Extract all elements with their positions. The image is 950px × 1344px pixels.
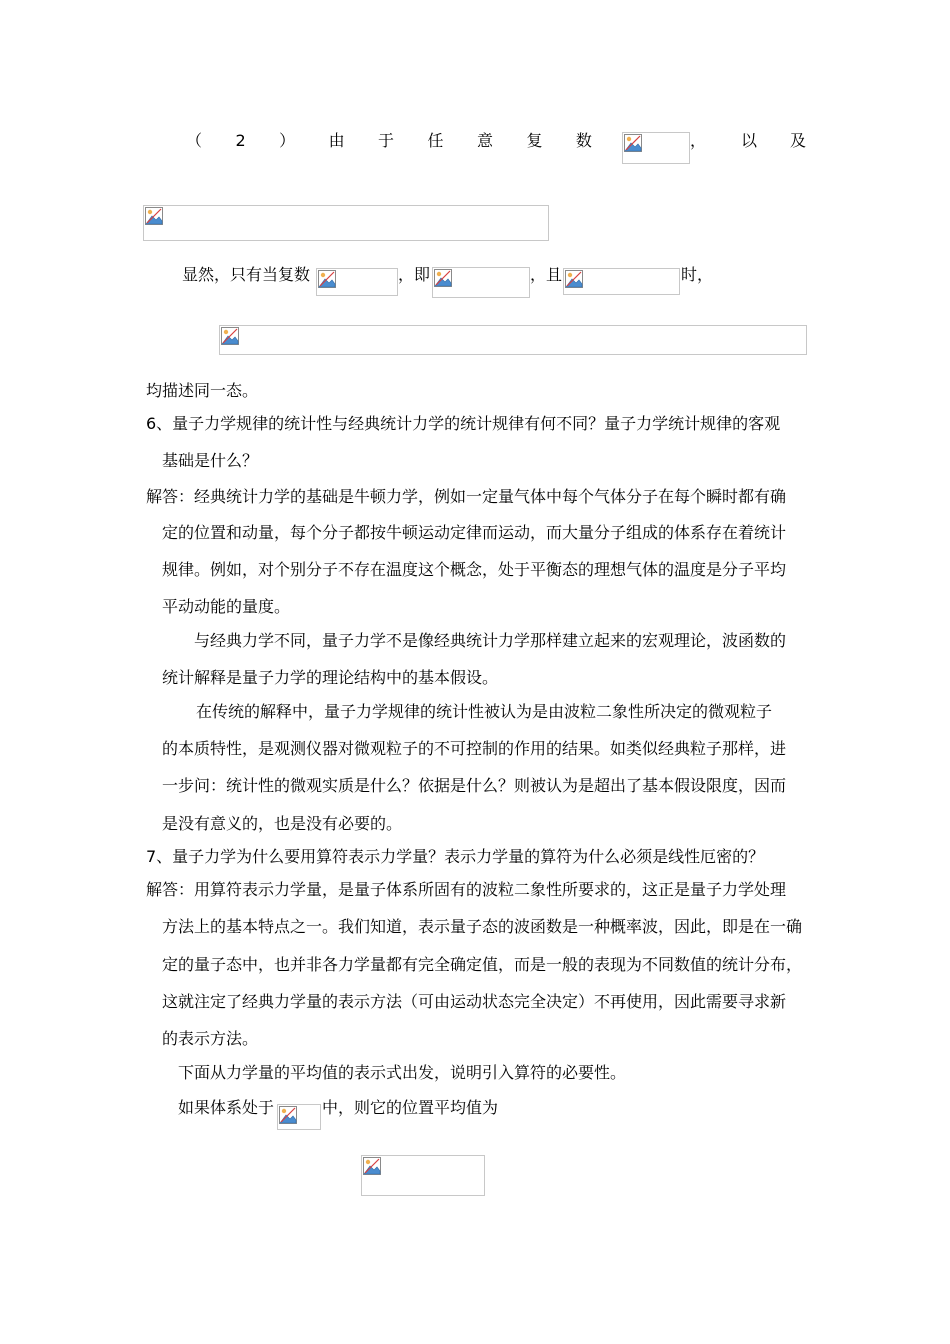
q7-para3-text-a: 如果体系处于 [178, 1098, 275, 1117]
q6-para2-line-2: 统计解释是量子力学的理论结构中的基本假设。 [162, 668, 499, 687]
char: 意 [476, 131, 493, 150]
q7-answer-line-3: 定的量子态中，也并非各力学量都有完全确定值，而是一般的表现为不同数值的统计分布， [162, 955, 803, 974]
char: （ [186, 131, 203, 150]
q7-answer-line-1: 解答：用算符表示力学量，是量子体系所固有的波粒二象性所要求的，这正是量子力学处理 [146, 880, 787, 899]
q7-question: 7、量子力学为什么要用算符表示力学量？表示力学量的算符为什么必须是线性厄密的？ [146, 847, 765, 866]
q7-para3-text-b: 中，则它的位置平均值为 [322, 1098, 499, 1117]
q6-answer-line-1: 解答：经典统计力学的基础是牛顿力学，例如一定量气体中每个气体分子在每个瞬时都有确 [146, 487, 787, 506]
formula-image-complex-number [622, 132, 690, 164]
q5-continued-line-left [186, 131, 592, 151]
q6-question-line-2: 基础是什么？ [162, 451, 259, 470]
text-ji: 及 [790, 131, 807, 150]
formula-image-condition-2 [432, 267, 530, 298]
q6-para2-line-1: 与经典力学不同，量子力学不是像经典统计力学那样建立起来的宏观理论，波函数的 [194, 631, 787, 650]
q7-answer-line-2: 方法上的基本特点之一。我们知道，表示量子态的波函数是一种概率波，因此，即是在一确 [162, 917, 803, 936]
q6-para3-line-1: 在传统的解释中，量子力学规律的统计性被认为是由波粒二象性所决定的微观粒子 [196, 702, 773, 721]
char: 任 [427, 131, 444, 150]
broken-image-icon [221, 327, 239, 345]
q7-para2: 下面从力学量的平均值的表示式出发，说明引入算符的必要性。 [178, 1063, 627, 1082]
broken-image-icon [565, 270, 583, 288]
broken-image-icon [434, 269, 452, 287]
char: 复 [526, 131, 543, 150]
formula-image-condition-3 [563, 268, 680, 295]
char: 2 [235, 131, 246, 150]
condition-text-2: ，即 [398, 265, 431, 284]
formula-image-condition-1 [316, 268, 398, 296]
condition-text-3: ，且 [530, 265, 563, 284]
q6-para3-line-2: 的本质特性，是观测仪器对微观粒子的不可控制的作用的结果。如类似经典粒子那样，进 [162, 739, 787, 758]
char: 数 [575, 131, 592, 150]
q6-para3-line-3: 一步问：统计性的微观实质是什么？依据是什么？则被认为是超出了基本假设限度，因而 [162, 776, 787, 795]
broken-image-icon [363, 1157, 381, 1175]
formula-image-expression [143, 205, 549, 241]
condition-text-4: 时， [681, 265, 714, 284]
formula-image-wavefunction [219, 325, 807, 355]
q6-answer-line-3: 规律。例如，对个别分子不存在温度这个概念，处于平衡态的理想气体的温度是分子平均 [162, 560, 787, 579]
formula-image-state [277, 1104, 321, 1130]
same-state-text: 均描述同一态。 [146, 381, 259, 400]
q6-question-line-1: 6、量子力学规律的统计性与经典统计力学的统计规律有何不同？量子力学统计规律的客观 [146, 414, 781, 433]
formula-image-position-average [361, 1155, 485, 1196]
q7-answer-line-5: 的表示方法。 [162, 1029, 259, 1048]
char: 由 [328, 131, 345, 150]
condition-text-1: 显然，只有当复数 [182, 265, 311, 284]
broken-image-icon [624, 134, 642, 152]
q6-answer-line-2: 定的位置和动量，每个分子都按牛顿运动定律而运动，而大量分子组成的体系存在着统计 [162, 523, 787, 542]
q6-answer-line-4: 平动动能的量度。 [162, 597, 291, 616]
q7-answer-line-4: 这就注定了经典力学量的表示方法（可由运动状态完全决定）不再使用，因此需要寻求新 [162, 992, 787, 1011]
broken-image-icon [145, 207, 163, 225]
text-yi: 以 [741, 131, 758, 150]
q6-para3-line-4: 是没有意义的，也是没有必要的。 [162, 814, 403, 833]
char: ） [279, 131, 296, 150]
broken-image-icon [318, 270, 336, 288]
comma: ， [690, 131, 707, 150]
broken-image-icon [279, 1106, 297, 1124]
char: 于 [378, 131, 395, 150]
